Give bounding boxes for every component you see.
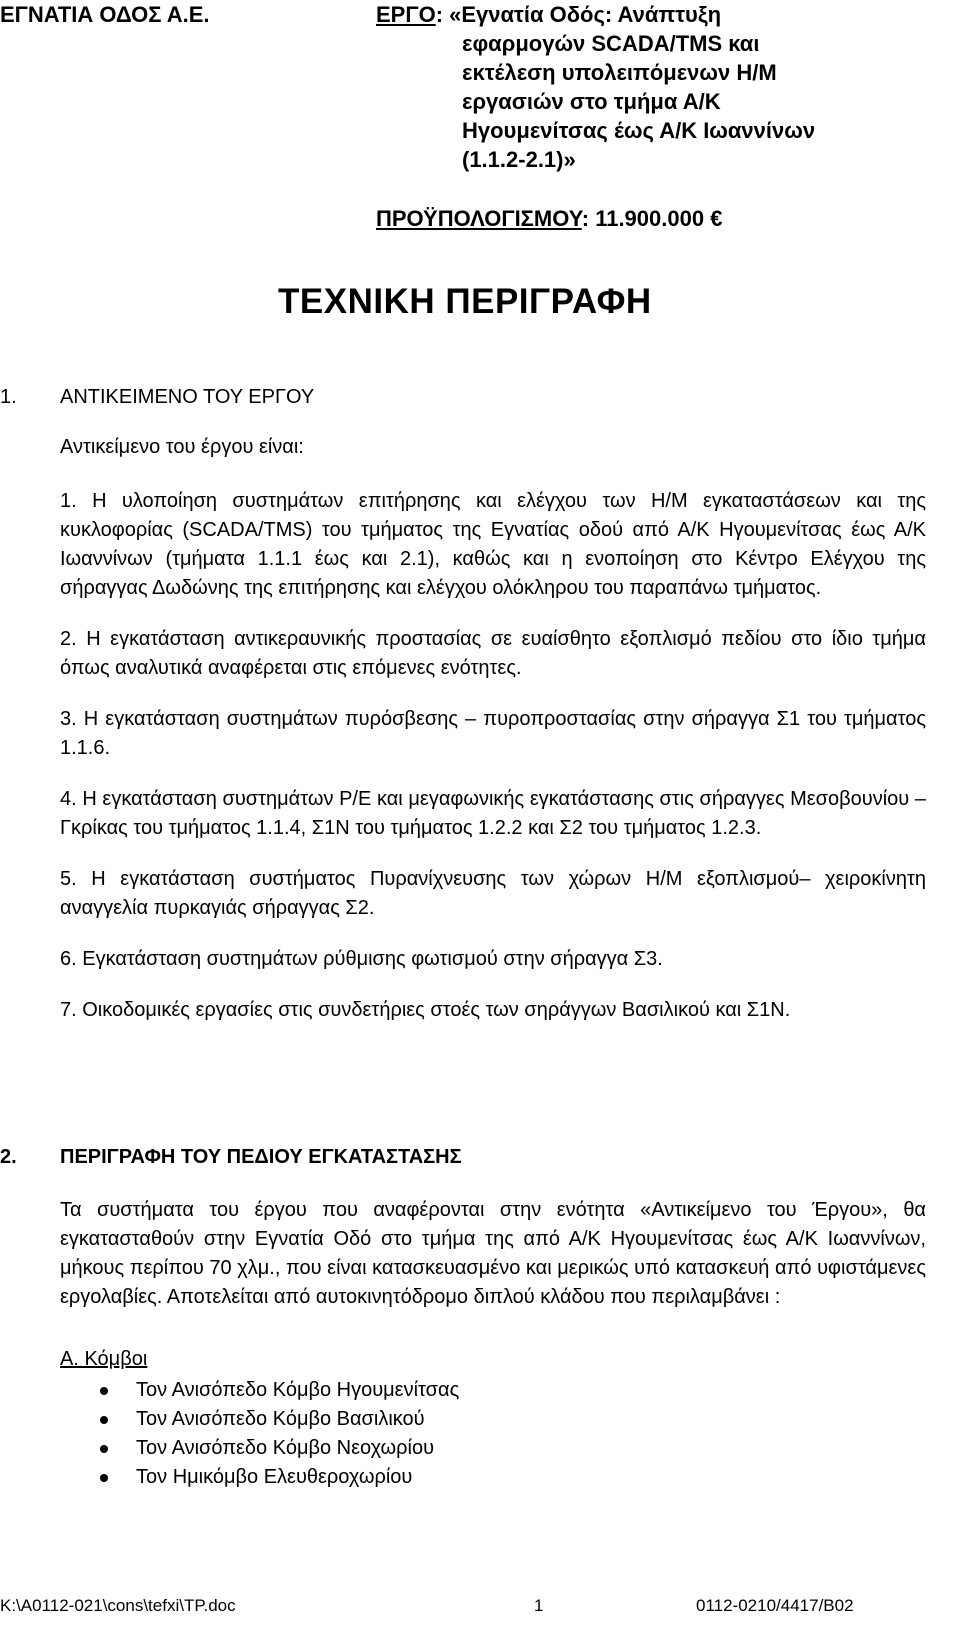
junction-item: Τον Ημικόμβο Ελευθεροχωρίου (60, 1463, 459, 1492)
section-2-paragraph: Τα συστήματα του έργου που αναφέρονται στην ενότητα «Αντικείμενο του Έργου», θα εγκατασταθούν στην Εγνατία Οδό στο τμήμα της από Α/Κ Ηγουμενίτσας έως Α/Κ Ιωαννίνων, μήκους περίπου 70 χλμ., που είναι κατασκευασμένο και μερικώς υπό κατασκευή από υφιστάμενες εργολαβίες. Αποτελείται από αυτοκινητόδρομο διπλού κλάδου που περιλαμβάνει : (60, 1199, 926, 1308)
section-2-title: ΠΕΡΙΓΡΑΦΗ ΤΟΥ ΠΕΔΙΟΥ ΕΓΚΑΤΑΣΤΑΣΗΣ (60, 1146, 462, 1168)
section-2-heading (0, 1146, 462, 1169)
section-1-heading (0, 386, 314, 409)
document-title: ΤΕΧΝΙΚΗ ΠΕΡΙΓΡΑΦΗ (278, 282, 652, 321)
project-line-2: εκτέλεση υπολειπόμενων Η/Μ (462, 60, 777, 85)
section-1-intro: Αντικείμενο του έργου είναι: (60, 436, 304, 458)
objective-item-7: 7. Οικοδομικές εργασίες στις συνδετήριες στοές των σηράγγων Βασιλικού και Σ1Ν. (60, 999, 791, 1021)
junction-item: Τον Ανισόπεδο Κόμβο Νεοχωρίου (60, 1434, 459, 1463)
footer-document-code: 0112-0210/4417/B02 (696, 1596, 854, 1615)
budget-label: ΠΡΟΫΠΟΛΟΓΙΣΜΟΥ (376, 206, 582, 231)
junctions-subheading: Α. Κόμβοι (60, 1348, 148, 1370)
project-line-0: : «Εγνατία Οδός: Ανάπτυξη (435, 2, 722, 27)
project-line-5: (1.1.2-2.1)» (462, 147, 576, 172)
budget-value: : 11.900.000 € (581, 206, 723, 231)
project-first-line (376, 0, 936, 29)
objective-item-6: 6. Εγκατάσταση συστημάτων ρύθμισης φωτισμού στην σήραγγα Σ3. (60, 948, 663, 970)
objective-item-2: 2. Η εγκατάσταση αντικεραυνικής προστασίας σε ευαίσθητο εξοπλισμό πεδίου στο ίδιο τμήμα όπως αναλυτικά αναφέρεται στις επόμενες ενότητες. (60, 628, 926, 679)
junctions-list (60, 1376, 459, 1492)
footer-file-path: K:\A0112-021\cons\tefxi\TP.doc (0, 1596, 236, 1615)
objective-item-3: 3. Η εγκατάσταση συστημάτων πυρόσβεσης – πυροπροστασίας στην σήραγγα Σ1 του τμήματος 1.1.6. (60, 708, 926, 759)
objective-item-5: 5. Η εγκατάσταση συστήματος Πυρανίχνευσης των χώρων Η/Μ εξοπλισμού– χειροκίνητη αναγγελία πυρκαγιάς σήραγγας Σ2. (60, 868, 926, 919)
project-line-3: εργασιών στο τμήμα Α/Κ (462, 89, 721, 114)
section-2-number: 2. (0, 1146, 17, 1168)
project-line-4: Ηγουμενίτσας έως Α/Κ Ιωαννίνων (462, 118, 816, 143)
objective-item-4: 4. Η εγκατάσταση συστημάτων Ρ/Ε και μεγαφωνικής εγκατάστασης στις σήραγγες Μεσοβουνίου –Γκρίκας του τμήματος 1.1.4, Σ1Ν του τμήματος 1.2.2 και Σ2 του τμήματος 1.2.3. (60, 788, 926, 839)
project-title-continuation (462, 29, 936, 174)
project-label: ΕΡΓΟ (376, 2, 436, 27)
junction-item: Τον Ανισόπεδο Κόμβο Βασιλικού (60, 1405, 459, 1434)
project-block (376, 0, 936, 174)
junction-item: Τον Ανισόπεδο Κόμβο Ηγουμενίτσας (60, 1376, 459, 1405)
footer-page-number: 1 (534, 1596, 544, 1615)
objectives-list (60, 487, 926, 1047)
objective-item-1: 1. Η υλοποίηση συστημάτων επιτήρησης και ελέγχου των Η/Μ εγκαταστάσεων και της κυκλοφορίας (SCADA/TMS) του τμήματος της Εγνατίας οδού από Α/Κ Ηγουμενίτσας έως Α/Κ Ιωαννίνων (τμήματα 1.1.1 έως και 2.1), καθώς και η ενοποίηση στο Κέντρο Ελέγχου της σήραγγας Δωδώνης της επιτήρησης και ελέγχου ολόκληρου του παραπάνω τμήματος. (60, 490, 926, 599)
organization-name: ΕΓΝΑΤΙΑ ΟΔΟΣ Α.Ε. (0, 2, 210, 27)
project-line-1: εφαρμογών SCADA/TMS και (462, 31, 760, 56)
section-1-number: 1. (0, 386, 17, 408)
section-1-title: ΑΝΤΙΚΕΙΜΕΝΟ ΤΟΥ ΕΡΓΟΥ (60, 386, 315, 408)
budget-line (376, 206, 722, 232)
